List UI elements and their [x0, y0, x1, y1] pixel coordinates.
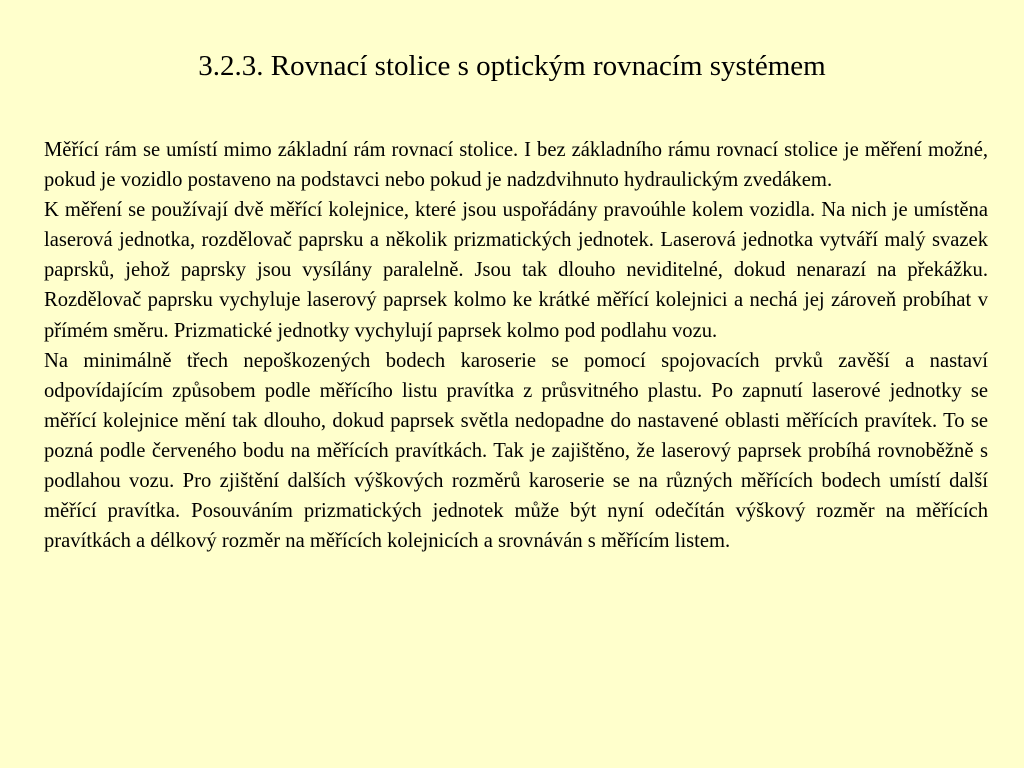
- paragraph-measuring-frame: Měřící rám se umístí mimo základní rám rovnací stolice. I bez základního rámu rovnací stolice je měření možné, pokud je vozidlo postaveno na podstavci nebo pokud je nadzdvihnuto hydraulickým zvedákem.: [44, 139, 988, 192]
- slide-body: [44, 135, 988, 556]
- paragraph-rulers-procedure: Na minimálně třech nepoškozených bodech karoserie se pomocí spojovacích prvků zavěší a nastaví odpovídajícím způsobem podle měřícího listu pravítka z průsvitného plastu. Po zapnutí laserové jednotky se měřící kolejnice mění tak dlouho, dokud paprsek světla nedopadne do nastavené oblasti měřících pravítek. To se pozná podle červeného bodu na měřících pravítkách. Tak je zajištěno, že laserový paprsek probíhá rovnoběžně s podlahou vozu. Pro zjištění dalších výškových rozměrů karoserie se na různých měřících bodech umístí další měřící pravítka. Posouváním prizmatických jednotek může být nyní odečítán výškový rozměr na měřících pravítkách a délkový rozměr na měřících kolejnicích a srovnáván s měřícím listem.: [44, 349, 988, 553]
- slide-title: 3.2.3. Rovnací stolice s optickým rovnacím systémem: [198, 50, 826, 82]
- paragraph-measuring-rails: K měření se používají dvě měřící kolejnice, které jsou uspořádány pravoúhle kolem vozidla. Na nich je umístěna laserová jednotka, rozdělovač paprsku a několik prizmatických jednotek. Laserová jednotka vytváří malý svazek paprsků, jehož paprsky jsou vysílány paralelně. Jsou tak dlouho neviditelné, dokud nenarazí na překážku. Rozdělovač paprsku vychyluje laserový paprsek kolmo ke krátké měřící kolejnici a nechá jej zároveň probíhat v přímém směru. Prizmatické jednotky vychylují paprsek kolmo pod podlahu vozu.: [44, 199, 988, 342]
